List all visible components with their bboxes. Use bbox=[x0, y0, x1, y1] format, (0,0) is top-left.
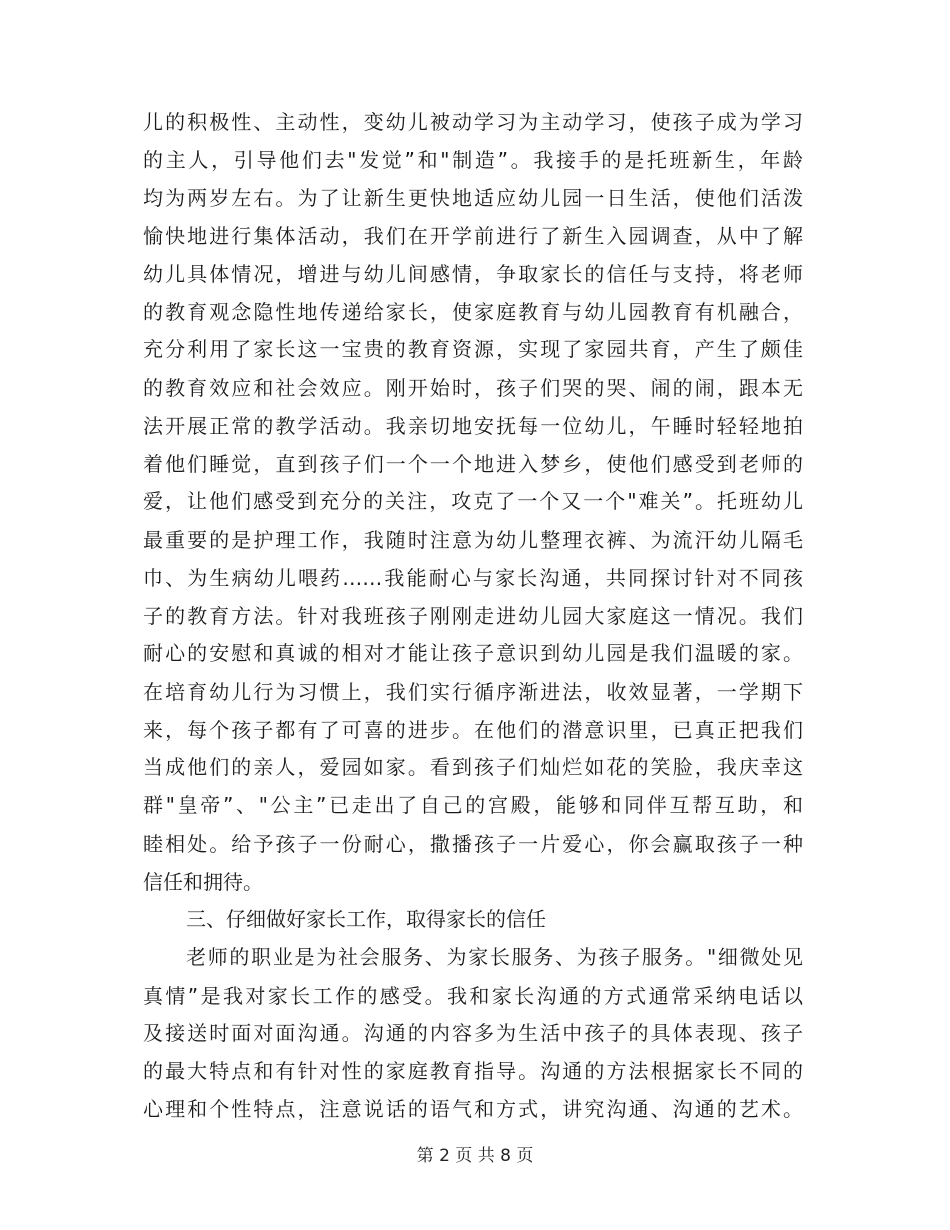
paragraph-line: 的教育效应和社会效应。刚开始时，孩子们哭的哭、闹的闹，跟本无 bbox=[143, 376, 803, 400]
section-heading: 三、仔细做好家长工作，取得家长的信任 bbox=[186, 907, 546, 931]
paragraph-line: 均为两岁左右。为了让新生更快地适应幼儿园一日生活，使他们活泼 bbox=[143, 186, 803, 210]
paragraph-line: 爱，让他们感受到充分的关注，攻克了一个又一个"难关”。托班幼儿 bbox=[143, 489, 803, 513]
paragraph-line: 真情”是我对家长工作的感受。我和家长沟通的方式通常采纳电话以 bbox=[143, 984, 803, 1008]
paragraph-line: 愉快地进行集体活动，我们在开学前进行了新生入园调查，从中了解 bbox=[143, 224, 803, 248]
page-number: 第 2 页 共 8 页 bbox=[416, 1146, 534, 1166]
paragraph-line: 幼儿具体情况，增进与幼儿间感情，争取家长的信任与支持，将老师 bbox=[143, 262, 803, 286]
paragraph-line: 群"皇帝”、"公主”已走出了自己的宫殿，能够和同伴互帮互助，和 bbox=[143, 793, 803, 817]
paragraph-line: 巾、为生病幼儿喂药……我能耐心与家长沟通，共同探讨针对不同孩 bbox=[143, 566, 803, 590]
paragraph-line: 法开展正常的教学活动。我亲切地安抚每一位幼儿，午睡时轻轻地拍 bbox=[143, 414, 803, 438]
paragraph-line: 的主人，引导他们去"发觉”和"制造”。我接手的是托班新生，年龄 bbox=[143, 148, 803, 172]
paragraph-line: 心理和个性特点，注意说话的语气和方式，讲究沟通、沟通的艺术。 bbox=[143, 1097, 803, 1121]
paragraph-line: 在培育幼儿行为习惯上，我们实行循序渐进法，收效显著，一学期下 bbox=[143, 680, 803, 704]
paragraph-line: 最重要的是护理工作，我随时注意为幼儿整理衣裤、为流汗幼儿隔毛 bbox=[143, 528, 803, 552]
paragraph-line: 儿的积极性、主动性，变幼儿被动学习为主动学习，使孩子成为学习 bbox=[143, 110, 803, 134]
paragraph-line: 子的教育方法。针对我班孩子刚刚走进幼儿园大家庭这一情况。我们 bbox=[143, 604, 803, 628]
paragraph-line: 老师的职业是为社会服务、为家长服务、为孩子服务。"细微处见 bbox=[186, 945, 803, 969]
paragraph-line: 当成他们的亲人，爱园如家。看到孩子们灿烂如花的笑脸，我庆幸这 bbox=[143, 755, 803, 779]
paragraph-line: 着他们睡觉，直到孩子们一个一个地进入梦乡，使他们感受到老师的 bbox=[143, 452, 803, 476]
paragraph-line: 信任和拥待。 bbox=[143, 870, 263, 894]
paragraph-line: 来，每个孩子都有了可喜的进步。在他们的潜意识里，已真正把我们 bbox=[143, 718, 803, 742]
paragraph-line: 的教育观念隐性地传递给家长，使家庭教育与幼儿园教育有机融合， bbox=[143, 300, 803, 324]
paragraph-line: 的最大特点和有针对性的家庭教育指导。沟通的方法根据家长不同的 bbox=[143, 1059, 803, 1083]
paragraph-line: 耐心的安慰和真诚的相对才能让孩子意识到幼儿园是我们温暖的家。 bbox=[143, 641, 803, 665]
paragraph-line: 及接送时面对面沟通。沟通的内容多为生活中孩子的具体表现、孩子 bbox=[143, 1021, 803, 1045]
paragraph-line: 充分利用了家长这一宝贵的教育资源，实现了家园共育，产生了颇佳 bbox=[143, 337, 803, 361]
paragraph-line: 睦相处。给予孩子一份耐心，撒播孩子一片爱心，你会赢取孩子一种 bbox=[143, 832, 803, 856]
